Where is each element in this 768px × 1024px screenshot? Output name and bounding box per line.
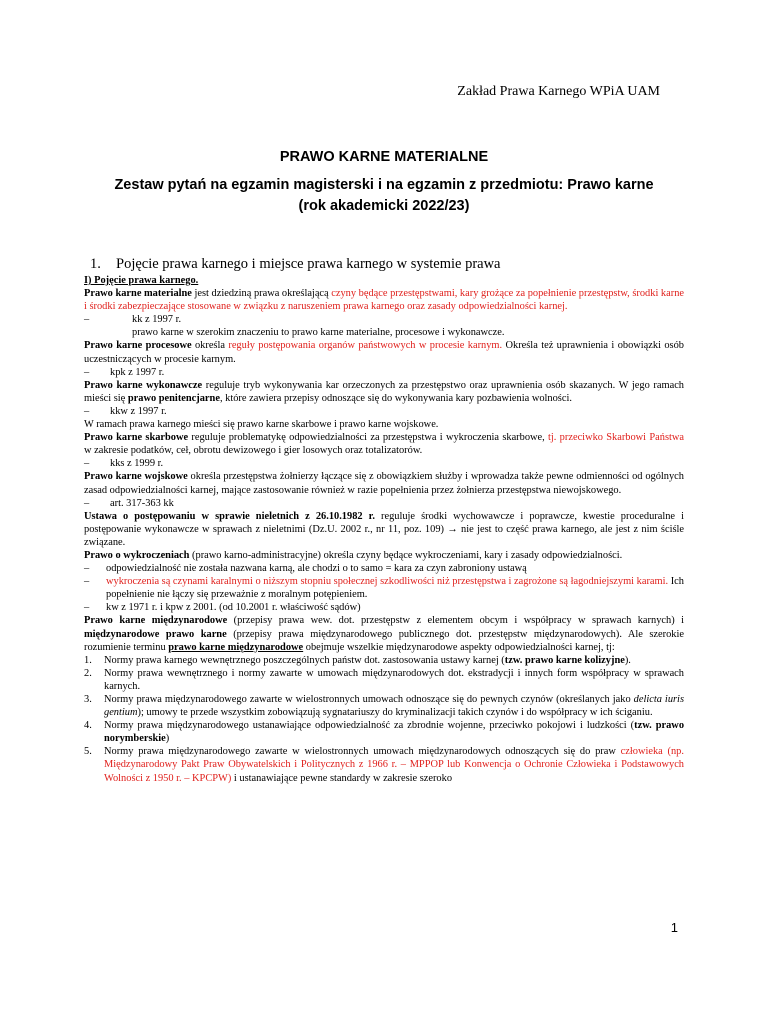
paragraph-pkmi: Prawo karne międzynarodowe (przepisy prawa wew. dot. przestępstw z elementem obcym i współpracy w sprawach karnych) i międzynarodowe prawo karne (przepisy prawa międzynarodowego publicznego dot. przestępstw międzynarodowych). Ale szerokie rozumienie terminu prawo karne międzynarodowe obejmuje wszelkie międzynarodowe aspekty odpowiedzialności karnej, tj: — [84, 615, 685, 653]
document-body — [84, 274, 684, 785]
paragraph-pkwoj: Prawo karne wojskowe określa przestępstwa żołnierzy łączące się z obowiązkiem służby i wprowadza także pewne odmienności od ogólnych zasad odpowiedzialności karnej, mające zastosowanie również w razie popełnienia przez żołnierza przestępstwa niewojskowego. — [84, 471, 684, 496]
list-item: 3. Normy prawa międzynarodowego zawarte w wielostronnych umowach odnoszące się do pewnych czynów (określanych jako delicta iuris gentium); umowy te przede wszystkim zobowiązują sygnatariuszy do kryminalizacji takich czynów i do współpracy w ich ściganiu. — [84, 694, 684, 719]
dash-item: – kk z 1997 r. — [84, 314, 182, 326]
dash-item: – art. 317-363 kk — [84, 497, 174, 509]
paragraph-ustawa: Ustawa o postępowaniu w sprawie nieletnich z 26.10.1982 r. reguluje środki wychowawcze i poprawcze, kwestie proceduralne i postępowanie wykonawcze w sprawach z nieletnimi (Dz.U. 2002 r., nr 11, poz. 109) → nie jest to część prawa karnego, ale jest z nim ściśle związane. — [84, 510, 684, 548]
paragraph-pks: Prawo karne skarbowe reguluje problematykę odpowiedzialności za przestępstwa i wykroczenia skarbowe, tj. przeciwko Skarbowi Państwa w zakresie podatków, ceł, obrotu dewizowego i gier losowych oraz totalizatorów. — [84, 432, 684, 457]
indented-note: prawo karne w szerokim znaczeniu to prawo karne materialne, procesowe i wykonawcze. — [132, 327, 505, 339]
subsection-heading: I) Pojęcie prawa karnego. — [84, 275, 199, 286]
list-item: 4. Normy prawa międzynarodowego ustanawiające odpowiedzialność za zbrodnie wojenne, przeciwko pokojowi i ludzkości (tzw. prawo norymberskie) — [84, 720, 685, 745]
list-item: 2. Normy prawa wewnętrznego i normy zawarte w umowach międzynarodowych dot. ekstradycji i innych form współpracy w sprawach karnych. — [84, 667, 684, 692]
paragraph-ramach: W ramach prawa karnego mieści się prawo karne skarbowe i prawo karne wojskowe. — [84, 419, 439, 431]
dash-item: – wykroczenia są czynami karalnymi o niższym stopniu społecznej szkodliwości niż przestępstwa i zagrożone są łagodniejszymi karami. Ich popełnienie nie łączy się przeważnie z moralnym potępieniem. — [84, 576, 684, 601]
section-title: Pojęcie prawa karnego i miejsce prawa karnego w systemie prawa — [116, 256, 501, 272]
dash-item: – kks z 1999 r. — [84, 458, 164, 470]
department-header: Zakład Prawa Karnego WPiA UAM — [457, 84, 660, 99]
paragraph-wykroczenia: Prawo o wykroczeniach (prawo karno-administracyjne) określa czyny będące wykroczeniami, kary i zasady odpowiedzialności. — [84, 549, 623, 561]
paragraph-pkm: Prawo karne materialne jest dziedziną prawa określającą czyny będące przestępstwami, kary grożące za popełnienie przestępstw, środki karne i środki zabezpieczające stosowane w związku z naruszeniem prawa karnego oraz zasady odpowiedzialności karnej. — [84, 288, 685, 313]
document-subtitle: Zestaw pytań na egzamin magisterski i na egzamin z przedmiotu: Prawo karne (rok akademicki 2022/23) — [114, 177, 654, 214]
dash-item: – kpk z 1997 r. — [84, 366, 165, 378]
paragraph-pkw: Prawo karne wykonawcze reguluje tryb wykonywania kar orzeczonych za przestępstwo oraz uprawnienia osób skazanych. W jego ramach mieści się prawo penitencjarne, które zawiera przepisy odnoszące się do wykonywania kary pozbawienia wolności. — [84, 379, 684, 404]
list-item: 1. Normy prawa karnego wewnętrznego poszczególnych państw dot. zastosowania ustawy karnej (tzw. prawo karne kolizyjne). — [84, 654, 631, 666]
section-number: 1. — [90, 256, 101, 272]
list-item: 5. Normy prawa międzynarodowego zawarte w wielostronnych umowach międzynarodowych odnoszących się do praw człowieka (np. Międzynarodowy Pakt Praw Obywatelskich i Politycznych z 1966 r. – MPPOP lub Konwencja o Ochronie Człowieka i Podstawowych Wolności z 1950 r. – KPCPW) i ustanawiające pewne standardy w zakresie szeroko — [84, 746, 684, 784]
dash-item: – odpowiedzialność nie została nazwana karną, ale chodzi o to samo = kara za czyn zabroniony ustawą — [84, 563, 527, 575]
page-number: 1 — [670, 920, 678, 935]
dash-item: – kw z 1971 r. i kpw z 2001. (od 10.2001 r. właściwość sądów) — [84, 602, 361, 614]
dash-item: – kkw z 1997 r. — [84, 405, 167, 417]
section-heading — [90, 256, 501, 273]
paragraph-pkp: Prawo karne procesowe określa reguły postępowania organów państwowych w procesie karnym. Określa też uprawnienia i obowiązki osób uczestniczących w procesie karnym. — [84, 340, 684, 365]
document-title: PRAWO KARNE MATERIALNE — [279, 149, 489, 165]
